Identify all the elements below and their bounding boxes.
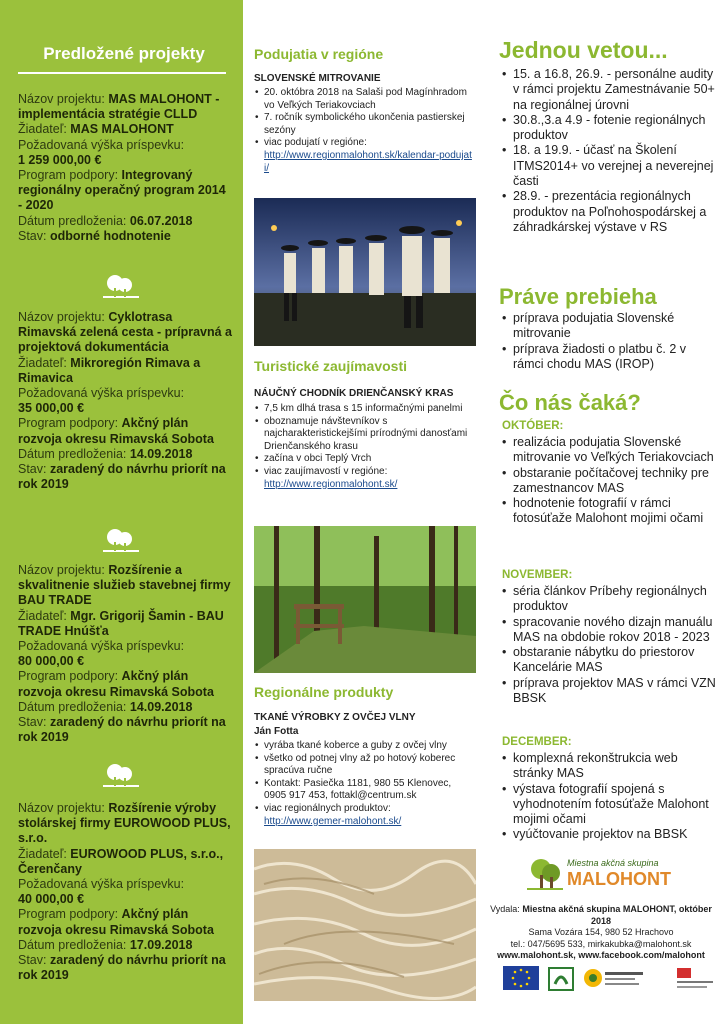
- contact: tel.: 047/5695 533, mirkakubka@malohont.sk: [510, 938, 692, 949]
- label: Program podpory:: [18, 168, 119, 183]
- list-item: • príprava projektov MAS v rámci VZN BBSK: [502, 676, 717, 707]
- products-link[interactable]: http://www.gemer-malohont.sk/: [264, 815, 402, 827]
- left-title: Predložené projekty: [43, 44, 205, 63]
- list-item-text: viac podujatí v regióne:: [264, 137, 367, 149]
- project-entry: [18, 563, 233, 745]
- project-amount: 1 259 000,00 €: [18, 152, 102, 167]
- rural-development-logo-icon: [583, 966, 647, 996]
- label: Žiadateľ:: [18, 846, 67, 861]
- project-entry: [18, 92, 233, 244]
- list-item: • séria článkov Príbehy regionálnych produktov: [502, 584, 717, 615]
- project-date: 14.09.2018: [129, 699, 193, 714]
- label: Požadovaná výška príspevku:: [18, 877, 185, 892]
- list-item: • začína v obci Teplý Vrch: [254, 453, 476, 466]
- event-photo: [254, 198, 476, 346]
- publisher: Miestna akčná skupina MALOHONT, október 2018: [522, 904, 712, 926]
- list-item: • 18. a 19.9. - účasť na Školení ITMS2014+ vo verejnej a neverejnej časti: [502, 143, 717, 189]
- list-item: • vyúčtovanie projektov na BBSK: [502, 827, 717, 842]
- label: Stav:: [18, 715, 47, 730]
- project-program: Akčný plán rozvoja okresu Rimavská Sobota: [18, 907, 214, 937]
- list-item: • komplexná rekonštrukcia web stránky MAS: [502, 751, 717, 782]
- list-item: • obstaranie nábytku do priestorov Kancelárie MAS: [502, 645, 717, 676]
- list-item: • 15. a 16.8, 26.9. - personálne audity v rámci projektu Zamestnávanie 50+ na regionálnej úrovni: [502, 67, 717, 113]
- project-status: zaradený do návrhu priorít na rok 2019: [18, 462, 226, 492]
- project-name: Rozšírenie a skvalitnenie služieb stavebnej firmy BAU TRADE: [18, 563, 231, 608]
- tourism-list: [254, 403, 476, 491]
- label: Žiadateľ:: [18, 355, 67, 370]
- project-applicant: MAS MALOHONT: [70, 122, 174, 137]
- project-amount: 35 000,00 €: [18, 401, 85, 416]
- project-amount: 80 000,00 €: [18, 654, 85, 669]
- label: Program podpory:: [18, 669, 119, 684]
- products-subtitle: TKANÉ VÝROBKY Z OVČEJ VLNY: [254, 712, 416, 723]
- tourism-subtitle: NÁUČNÝ CHODNÍK DRIENČANSKÝ KRAS: [254, 388, 454, 399]
- label: Názov projektu:: [18, 801, 105, 815]
- list-item: • hodnotenie fotografií v rámci fotosúťaže Malohont mojimi očami: [502, 496, 717, 527]
- short-news-title: Jednou vetou...: [499, 37, 668, 63]
- label: Požadovaná výška príspevku:: [18, 639, 185, 654]
- upcoming-title: Čo nás čaká?: [499, 390, 641, 415]
- list-item: • realizácia podujatia Slovenské mitrovanie vo Veľkých Teriakovciach: [502, 435, 717, 466]
- label: Žiadateľ:: [18, 122, 67, 137]
- leader-logo-icon: [547, 966, 575, 996]
- december-list: [502, 751, 717, 843]
- project-name: Cyklotrasa Rimavská zelená cesta - prípravná a projektová dokumentácia: [18, 310, 233, 355]
- project-status: zaradený do návrhu priorít na rok 2019: [18, 715, 226, 745]
- events-title: Podujatia v regióne: [254, 46, 384, 62]
- logo-big-text: MALOHONT: [567, 869, 671, 889]
- project-name: Rozšírenie výroby stolárskej firmy EUROWOOD PLUS, s.r.o.: [18, 801, 231, 846]
- project-amount: 40 000,00 €: [18, 892, 85, 907]
- project-applicant: Mikroregión Rimava a Rimavica: [18, 355, 201, 385]
- month-november: NOVEMBER:: [502, 569, 573, 581]
- label: Názov projektu:: [18, 310, 105, 324]
- list-item: • 28.9. - prezentácia regionálnych produktov na Poľnohospodárskej a záhradkárskej výstave v RS: [502, 189, 717, 235]
- products-author: Ján Fotta: [254, 726, 299, 737]
- label: Dátum predloženia:: [18, 446, 127, 461]
- divider: [18, 72, 226, 74]
- tree-logo-icon: [527, 857, 563, 891]
- malohont-logo: [527, 857, 687, 893]
- short-news-list: [502, 67, 717, 235]
- november-list: [502, 584, 717, 706]
- list-item: [254, 803, 476, 828]
- trail-photo: [254, 526, 476, 673]
- project-date: 17.09.2018: [129, 937, 193, 952]
- tree-icon: [103, 528, 139, 554]
- project-program: Integrovaný regionálny operačný program 2014 - 2020: [18, 168, 226, 213]
- project-entry: [18, 310, 233, 492]
- label: Požadovaná výška príspevku:: [18, 137, 185, 152]
- events-link[interactable]: http://www.regionmalohont.sk/kalendar-podujati/: [264, 149, 472, 174]
- tree-icon: [103, 763, 139, 789]
- ongoing-list: [502, 311, 717, 372]
- footer: [487, 904, 715, 962]
- label: Dátum predloženia:: [18, 937, 127, 952]
- label: Dátum predloženia:: [18, 699, 127, 714]
- label: Názov projektu:: [18, 92, 105, 106]
- month-december: DECEMBER:: [502, 736, 572, 748]
- list-item: • 7. ročník symbolického ukončenia pastierskej sezóny: [254, 112, 476, 137]
- label: Stav:: [18, 953, 47, 968]
- events-list: [254, 87, 476, 175]
- label: Požadovaná výška príspevku:: [18, 386, 185, 401]
- products-title: Regionálne produkty: [254, 684, 394, 700]
- list-item: [254, 466, 476, 491]
- wool-photo: [254, 849, 476, 1001]
- project-program: Akčný plán rozvoja okresu Rimavská Sobota: [18, 416, 214, 446]
- label: Program podpory:: [18, 907, 119, 922]
- list-item: • príprava podujatia Slovenské mitrovanie: [502, 311, 717, 342]
- list-item: • 30.8.,3.a 4.9 - fotenie regionálnych produktov: [502, 113, 717, 144]
- products-list: [254, 740, 476, 828]
- label: Stav:: [18, 228, 47, 243]
- project-status: odborné hodnotenie: [49, 228, 171, 243]
- list-item: • 20. októbra 2018 na Salaši pod Magínhradom vo Veľkých Teriakovciach: [254, 87, 476, 112]
- project-date: 06.07.2018: [129, 213, 193, 228]
- list-item: • oboznamuje návštevníkov s najcharakteristickejšími prírodnými danosťami Drienčanského krasu: [254, 416, 476, 454]
- list-item: • všetko od potnej vlny až po hotový koberec spracúva ručne: [254, 753, 476, 778]
- tree-icon: [103, 274, 139, 300]
- publisher-label: Vydala:: [490, 904, 520, 914]
- label: Žiadateľ:: [18, 608, 67, 623]
- label: Názov projektu:: [18, 563, 105, 577]
- list-item-text: viac regionálnych produktov:: [264, 802, 391, 814]
- label: Dátum predloženia:: [18, 213, 127, 228]
- label: Program podpory:: [18, 416, 119, 431]
- list-item: • obstaranie počítačovej techniky pre zamestnancov MAS: [502, 466, 717, 497]
- list-item-text: viac zaujímavostí v regióne:: [264, 465, 388, 477]
- list-item: [254, 137, 476, 175]
- tourism-link[interactable]: http://www.regionmalohont.sk/: [264, 478, 398, 490]
- left-column: [0, 0, 243, 1024]
- list-item: • príprava žiadosti o platbu č. 2 v rámci chodu MAS (IROP): [502, 342, 717, 373]
- project-date: 14.09.2018: [129, 446, 193, 461]
- ongoing-title: Práve prebieha: [499, 284, 657, 309]
- list-item: • výstava fotografií spojená s vyhodnotením fotosúťaže Malohont mojimi očami: [502, 782, 717, 828]
- list-item: • Kontakt: Pasiečka 1181, 980 55 Klenovec, 0905 917 453, fottakl@centrum.sk: [254, 778, 476, 803]
- project-applicant: EUROWOOD PLUS, s.r.o., Čerenčany: [18, 846, 224, 876]
- irop-logo-icon: [675, 966, 715, 996]
- october-list: [502, 435, 717, 527]
- project-program: Akčný plán rozvoja okresu Rimavská Sobota: [18, 669, 214, 699]
- eu-flag-icon: [503, 966, 539, 996]
- project-entry: [18, 801, 233, 983]
- list-item: • 7,5 km dlhá trasa s 15 informačnými panelmi: [254, 403, 476, 416]
- events-subtitle: SLOVENSKÉ MITROVANIE: [254, 73, 381, 84]
- label: Stav:: [18, 462, 47, 477]
- address: Sama Vozára 154, 980 52 Hrachovo: [528, 927, 674, 937]
- month-october: OKTÓBER:: [502, 420, 564, 432]
- tourism-title: Turistické zaujímavosti: [254, 358, 408, 374]
- project-name: MAS MALOHONT - implementácia stratégie CLLD: [18, 92, 220, 122]
- logo-small-text: Miestna akčná skupina: [567, 858, 659, 868]
- list-item: • vyrába tkané koberce a guby z ovčej vlny: [254, 740, 476, 753]
- project-applicant: Mgr. Grigorij Šamin - BAU TRADE Hnúšťa: [18, 608, 224, 638]
- web-links[interactable]: www.malohont.sk, www.facebook.com/malohont: [497, 950, 705, 960]
- project-status: zaradený do návrhu priorít na rok 2019: [18, 953, 226, 983]
- list-item: • spracovanie nového dizajn manuálu MAS na obdobie rokov 2018 - 2023: [502, 615, 717, 646]
